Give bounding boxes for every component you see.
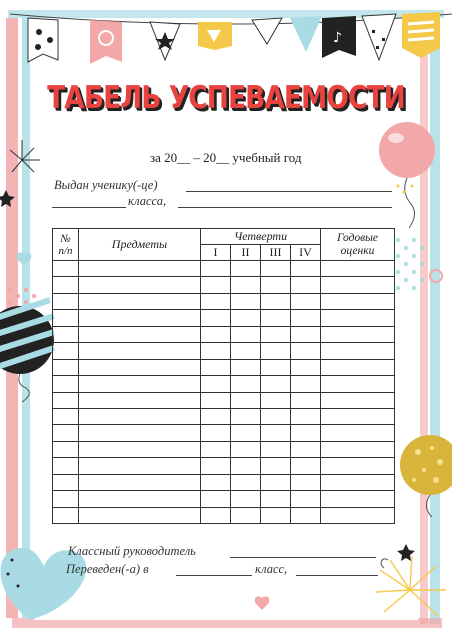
header-quarter-1: I	[201, 245, 231, 261]
table-cell[interactable]	[231, 392, 261, 408]
table-cell[interactable]	[231, 261, 261, 277]
student-name-line[interactable]	[186, 191, 392, 192]
table-cell[interactable]	[201, 458, 231, 474]
table-cell[interactable]	[321, 491, 395, 507]
table-cell[interactable]	[79, 359, 201, 375]
table-cell[interactable]	[201, 507, 231, 523]
table-cell[interactable]	[53, 326, 79, 342]
header-year-grades: Годовые оценки	[321, 229, 395, 261]
transferred-label: Переведен(-а) в	[66, 562, 149, 576]
table-row	[53, 310, 395, 326]
table-cell[interactable]	[261, 343, 291, 359]
table-cell[interactable]	[53, 474, 79, 490]
table-cell[interactable]	[201, 359, 231, 375]
table-row	[53, 441, 395, 457]
table-cell[interactable]	[53, 507, 79, 523]
table-cell[interactable]	[79, 310, 201, 326]
table-cell[interactable]	[201, 408, 231, 424]
table-cell[interactable]	[201, 491, 231, 507]
table-cell[interactable]	[321, 310, 395, 326]
school-year-line: за 20__ – 20__ учебный год	[150, 150, 302, 165]
table-cell[interactable]	[53, 359, 79, 375]
table-cell[interactable]	[321, 425, 395, 441]
class-number-line[interactable]	[52, 207, 126, 208]
table-cell[interactable]	[321, 277, 395, 293]
class-teacher-line[interactable]	[230, 557, 376, 558]
table-cell[interactable]	[53, 392, 79, 408]
table-cell[interactable]	[231, 425, 261, 441]
table-cell[interactable]	[261, 376, 291, 392]
page-title: ТАБЕЛЬ УСПЕВАЕМОСТИ	[47, 80, 405, 116]
table-cell[interactable]	[79, 408, 201, 424]
table-cell[interactable]	[291, 359, 321, 375]
table-cell[interactable]	[79, 293, 201, 309]
table-cell[interactable]	[201, 326, 231, 342]
table-row	[53, 507, 395, 523]
table-cell[interactable]	[291, 277, 321, 293]
header-subjects: Предметы	[79, 229, 201, 261]
table-row	[53, 458, 395, 474]
issued-to-label: Выдан ученику(-це)	[54, 178, 158, 192]
table-cell[interactable]	[79, 392, 201, 408]
table-cell[interactable]	[321, 326, 395, 342]
table-cell[interactable]	[231, 310, 261, 326]
table-cell[interactable]	[291, 458, 321, 474]
table-cell[interactable]	[53, 408, 79, 424]
table-cell[interactable]	[261, 261, 291, 277]
table-cell[interactable]	[231, 343, 261, 359]
table-cell[interactable]	[291, 491, 321, 507]
table-cell[interactable]	[261, 277, 291, 293]
table-cell[interactable]	[321, 474, 395, 490]
table-cell[interactable]	[201, 376, 231, 392]
table-cell[interactable]	[79, 474, 201, 490]
table-cell[interactable]	[201, 261, 231, 277]
grades-table	[52, 228, 395, 524]
table-cell[interactable]	[261, 425, 291, 441]
table-cell[interactable]	[79, 326, 201, 342]
table-cell[interactable]	[231, 376, 261, 392]
table-cell[interactable]	[291, 343, 321, 359]
svg-text:♪: ♪	[333, 30, 342, 46]
transferred-class-label: класс,	[255, 562, 288, 576]
table-cell[interactable]	[261, 310, 291, 326]
table-cell[interactable]	[231, 326, 261, 342]
table-cell[interactable]	[79, 376, 201, 392]
table-cell[interactable]	[53, 293, 79, 309]
header-number: № п/п	[53, 229, 79, 261]
header-quarter-3: III	[261, 245, 291, 261]
table-cell[interactable]	[321, 376, 395, 392]
table-cell[interactable]	[321, 343, 395, 359]
table-cell[interactable]	[201, 474, 231, 490]
table-row	[53, 408, 395, 424]
table-row	[53, 474, 395, 490]
transferred-class-line[interactable]	[176, 575, 252, 576]
table-cell[interactable]	[53, 261, 79, 277]
table-cell[interactable]	[53, 458, 79, 474]
table-cell[interactable]	[231, 458, 261, 474]
table-cell[interactable]	[231, 507, 261, 523]
table-row	[53, 392, 395, 408]
table-cell[interactable]	[79, 491, 201, 507]
table-cell[interactable]	[261, 326, 291, 342]
table-cell[interactable]	[321, 507, 395, 523]
table-cell[interactable]	[231, 491, 261, 507]
table-cell[interactable]	[321, 441, 395, 457]
header-quarter-2: II	[231, 245, 261, 261]
header-quarters: Четверти	[201, 229, 321, 245]
table-cell[interactable]	[261, 359, 291, 375]
table-cell[interactable]	[291, 507, 321, 523]
table-cell[interactable]	[261, 491, 291, 507]
table-row	[53, 293, 395, 309]
table-cell[interactable]	[79, 507, 201, 523]
table-cell[interactable]	[291, 392, 321, 408]
table-cell[interactable]	[53, 310, 79, 326]
table-cell[interactable]	[291, 376, 321, 392]
table-cell[interactable]	[321, 261, 395, 277]
table-cell[interactable]	[79, 261, 201, 277]
table-cell[interactable]	[231, 408, 261, 424]
table-cell[interactable]	[53, 376, 79, 392]
table-cell[interactable]	[291, 261, 321, 277]
table-cell[interactable]	[291, 408, 321, 424]
table-cell[interactable]	[321, 392, 395, 408]
table-cell[interactable]	[291, 293, 321, 309]
table-row	[53, 376, 395, 392]
table-cell[interactable]	[201, 441, 231, 457]
table-cell[interactable]	[261, 392, 291, 408]
school-name-line[interactable]	[178, 207, 392, 208]
table-cell[interactable]	[231, 359, 261, 375]
table-cell[interactable]	[53, 277, 79, 293]
table-row	[53, 343, 395, 359]
table-cell[interactable]	[201, 277, 231, 293]
table-row	[53, 491, 395, 507]
table-cell[interactable]	[261, 507, 291, 523]
table-cell[interactable]	[291, 425, 321, 441]
table-cell[interactable]	[321, 408, 395, 424]
table-cell[interactable]	[79, 441, 201, 457]
table-cell[interactable]	[53, 343, 79, 359]
table-cell[interactable]	[291, 310, 321, 326]
table-cell[interactable]	[201, 310, 231, 326]
table-cell[interactable]	[321, 293, 395, 309]
table-cell[interactable]	[231, 293, 261, 309]
class-teacher-label: Классный руководитель	[68, 544, 196, 558]
table-cell[interactable]	[201, 343, 231, 359]
table-cell[interactable]	[231, 277, 261, 293]
table-row	[53, 425, 395, 441]
table-cell[interactable]	[79, 343, 201, 359]
table-row	[53, 261, 395, 277]
table-cell[interactable]	[261, 293, 291, 309]
table-cell[interactable]	[291, 326, 321, 342]
table-cell[interactable]	[261, 408, 291, 424]
table-cell[interactable]	[79, 425, 201, 441]
table-cell[interactable]	[53, 425, 79, 441]
table-cell[interactable]	[261, 474, 291, 490]
table-row	[53, 359, 395, 375]
table-cell[interactable]	[291, 441, 321, 457]
table-cell[interactable]	[261, 458, 291, 474]
table-cell[interactable]	[231, 441, 261, 457]
header-quarter-4: IV	[291, 245, 321, 261]
table-cell[interactable]	[201, 293, 231, 309]
transferred-extra-line[interactable]	[296, 575, 378, 576]
table-row	[53, 277, 395, 293]
table-cell[interactable]	[261, 441, 291, 457]
table-cell[interactable]	[53, 441, 79, 457]
table-cell[interactable]	[321, 359, 395, 375]
class-label: класса,	[128, 194, 167, 208]
table-row	[53, 326, 395, 342]
table-cell[interactable]	[231, 474, 261, 490]
table-cell[interactable]	[201, 425, 231, 441]
table-cell[interactable]	[201, 392, 231, 408]
table-cell[interactable]	[291, 474, 321, 490]
table-cell[interactable]	[79, 458, 201, 474]
table-cell[interactable]	[53, 491, 79, 507]
table-cell[interactable]	[79, 277, 201, 293]
table-cell[interactable]	[321, 458, 395, 474]
